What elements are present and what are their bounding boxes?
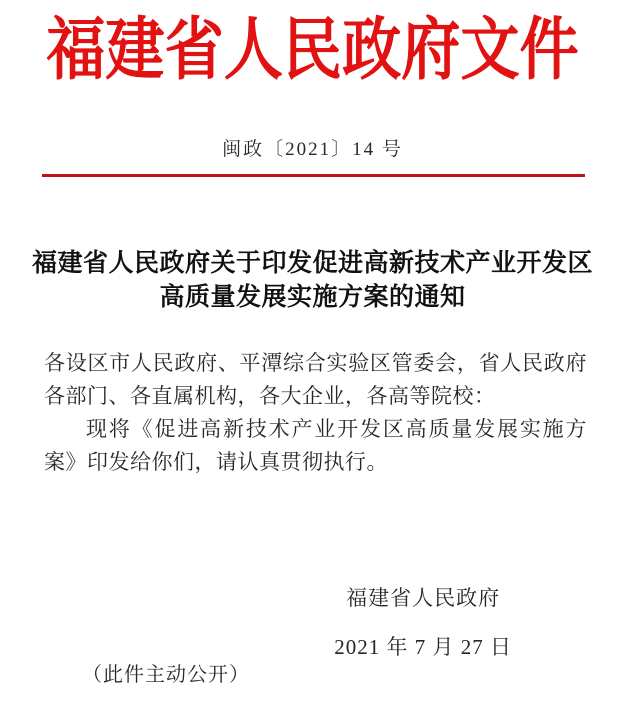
doc-number: 闽政〔2021〕14 号 — [222, 139, 403, 160]
notice-title — [0, 247, 625, 315]
notice-paragraph: 现将《促进高新技术产业开发区高质量发展实施方案》印发给你们，请认真贯彻执行。 — [44, 417, 587, 474]
signature-date: 2021 年 7 月 27 日 — [334, 635, 512, 659]
signature-block — [334, 584, 512, 661]
signature-issuer: 福建省人民政府 — [346, 586, 501, 610]
disclosure-note: （此件主动公开） — [82, 664, 250, 686]
letterhead-org-title: 福建省人民政府文件 — [46, 12, 579, 88]
notice-title-line1: 福建省人民政府关于印发促进高新技术产业开发区 — [31, 250, 593, 277]
notice-title-line2: 高质量发展实施方案的通知 — [159, 284, 466, 311]
red-divider-line — [42, 174, 585, 177]
notice-body — [0, 347, 625, 479]
notice-salutation: 各设区市人民政府、平潭综合实验区管委会，省人民政府各部门、各直属机构，各大企业，各高等院校： — [44, 351, 587, 408]
